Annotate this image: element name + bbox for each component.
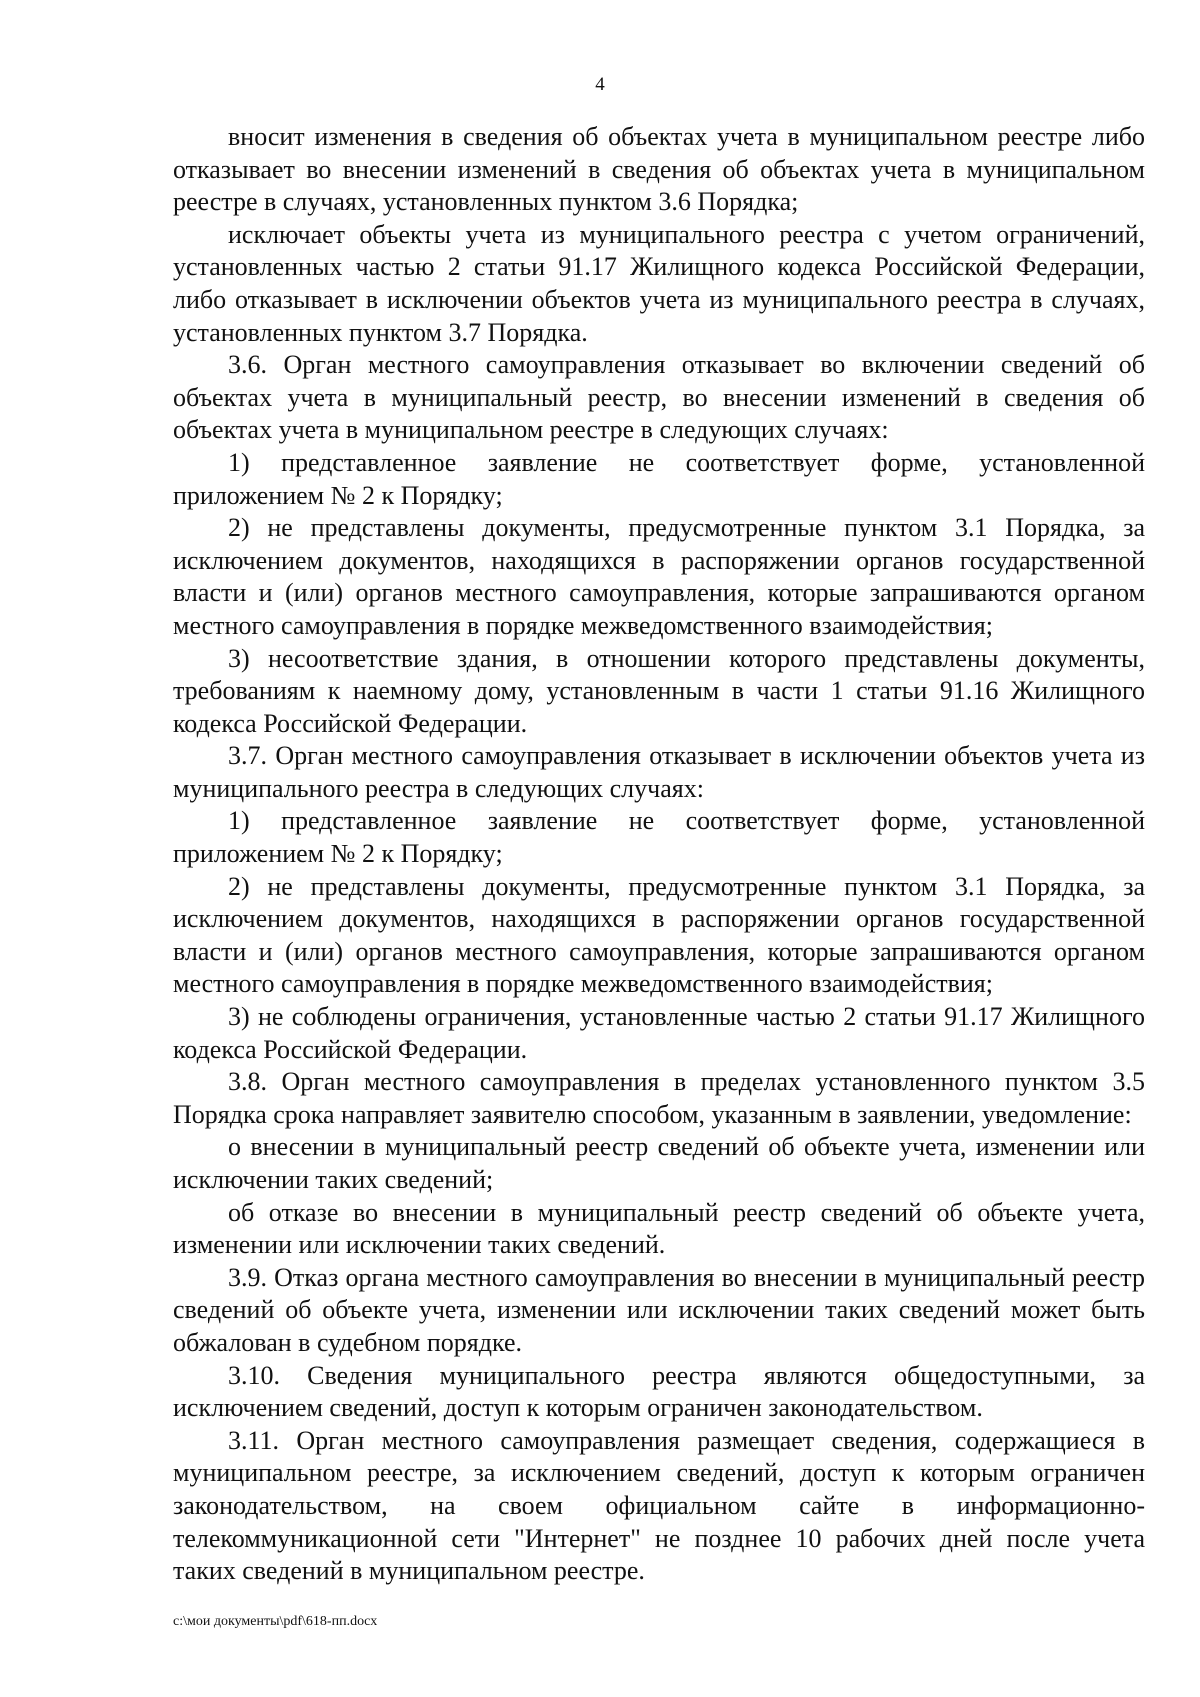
paragraph: о внесении в муниципальный реестр сведений об объекте учета, изменении или исключении таких сведений; (173, 1132, 1145, 1194)
paragraph: вносит изменения в сведения об объектах учета в муниципальном реестре либо отказывает во внесении изменений в сведения об объектах учета в муниципальном реестре в случаях, установленных пунктом 3.6 Порядка; (173, 122, 1145, 217)
paragraph: 3.11. Орган местного самоуправления размещает сведения, содержащиеся в муниципальном реестре, за исключением сведений, доступ к которым ограничен законодательством, на своем официальном сайте в информационно-телекоммуникационной сети "Интернет" не позднее 10 рабочих дней после учета таких сведений в муниципальном реестре. (173, 1425, 1145, 1586)
file-path-footer: c:\мои документы\pdf\618-пп.docx (173, 1614, 378, 1629)
paragraph: об отказе во внесении в муниципальный реестр сведений об объекте учета, изменении или исключении таких сведений. (173, 1197, 1145, 1260)
paragraph: 3.10. Сведения муниципального реестра являются общедоступными, за исключением сведений, доступ к которым ограничен законодательством. (173, 1360, 1145, 1423)
paragraph: 3) несоответствие здания, в отношении которого представлены документы, требованиям к наемному дому, установленным в части 1 статьи 91.16 Жилищного кодекса Российской Федерации. (173, 643, 1145, 738)
paragraph: 3.7. Орган местного самоуправления отказывает в исключении объектов учета из муниципального реестра в следующих случаях: (173, 741, 1145, 803)
paragraph: 3) не соблюдены ограничения, установленные частью 2 статьи 91.17 Жилищного кодекса Российской Федерации. (173, 1002, 1145, 1064)
paragraph: 1) представленное заявление не соответствует форме, установленной приложением № 2 к Порядку; (173, 806, 1145, 869)
paragraph: 2) не представлены документы, предусмотренные пунктом 3.1 Порядка, за исключением документов, находящихся в распоряжении органов государственной власти и (или) органов местного самоуправления, которые запрашиваются органом местного самоуправления в порядке межведомственного взаимодействия; (173, 871, 1145, 999)
paragraph: 3.6. Орган местного самоуправления отказывает во включении сведений об объектах учета в муниципальный реестр, во внесении изменений в сведения об объектах учета в муниципальном реестре в следующих случаях: (173, 350, 1145, 445)
paragraph: 3.9. Отказ органа местного самоуправления во внесении в муниципальный реестр сведений об объекте учета, изменении или исключении таких сведений может быть обжалован в судебном порядке. (173, 1262, 1145, 1357)
paragraph: 3.8. Орган местного самоуправления в пределах установленного пунктом 3.5 Порядка срока направляет заявителю способом, указанным в заявлении, уведомление: (173, 1067, 1145, 1129)
paragraph: 1) представленное заявление не соответствует форме, установленной приложением № 2 к Порядку; (173, 447, 1145, 510)
document-body (173, 121, 1145, 1588)
paragraph: исключает объекты учета из муниципального реестра с учетом ограничений, установленных частью 2 статьи 91.17 Жилищного кодекса Российской Федерации, либо отказывает в исключении объектов учета из муниципального реестра в случаях, установленных пунктом 3.7 Порядка. (173, 219, 1145, 347)
page-number: 4 (595, 74, 605, 95)
paragraph: 2) не представлены документы, предусмотренные пунктом 3.1 Порядка, за исключением документов, находящихся в распоряжении органов государственной власти и (или) органов местного самоуправления, которые запрашиваются органом местного самоуправления в порядке межведомственного взаимодействия; (173, 513, 1145, 640)
